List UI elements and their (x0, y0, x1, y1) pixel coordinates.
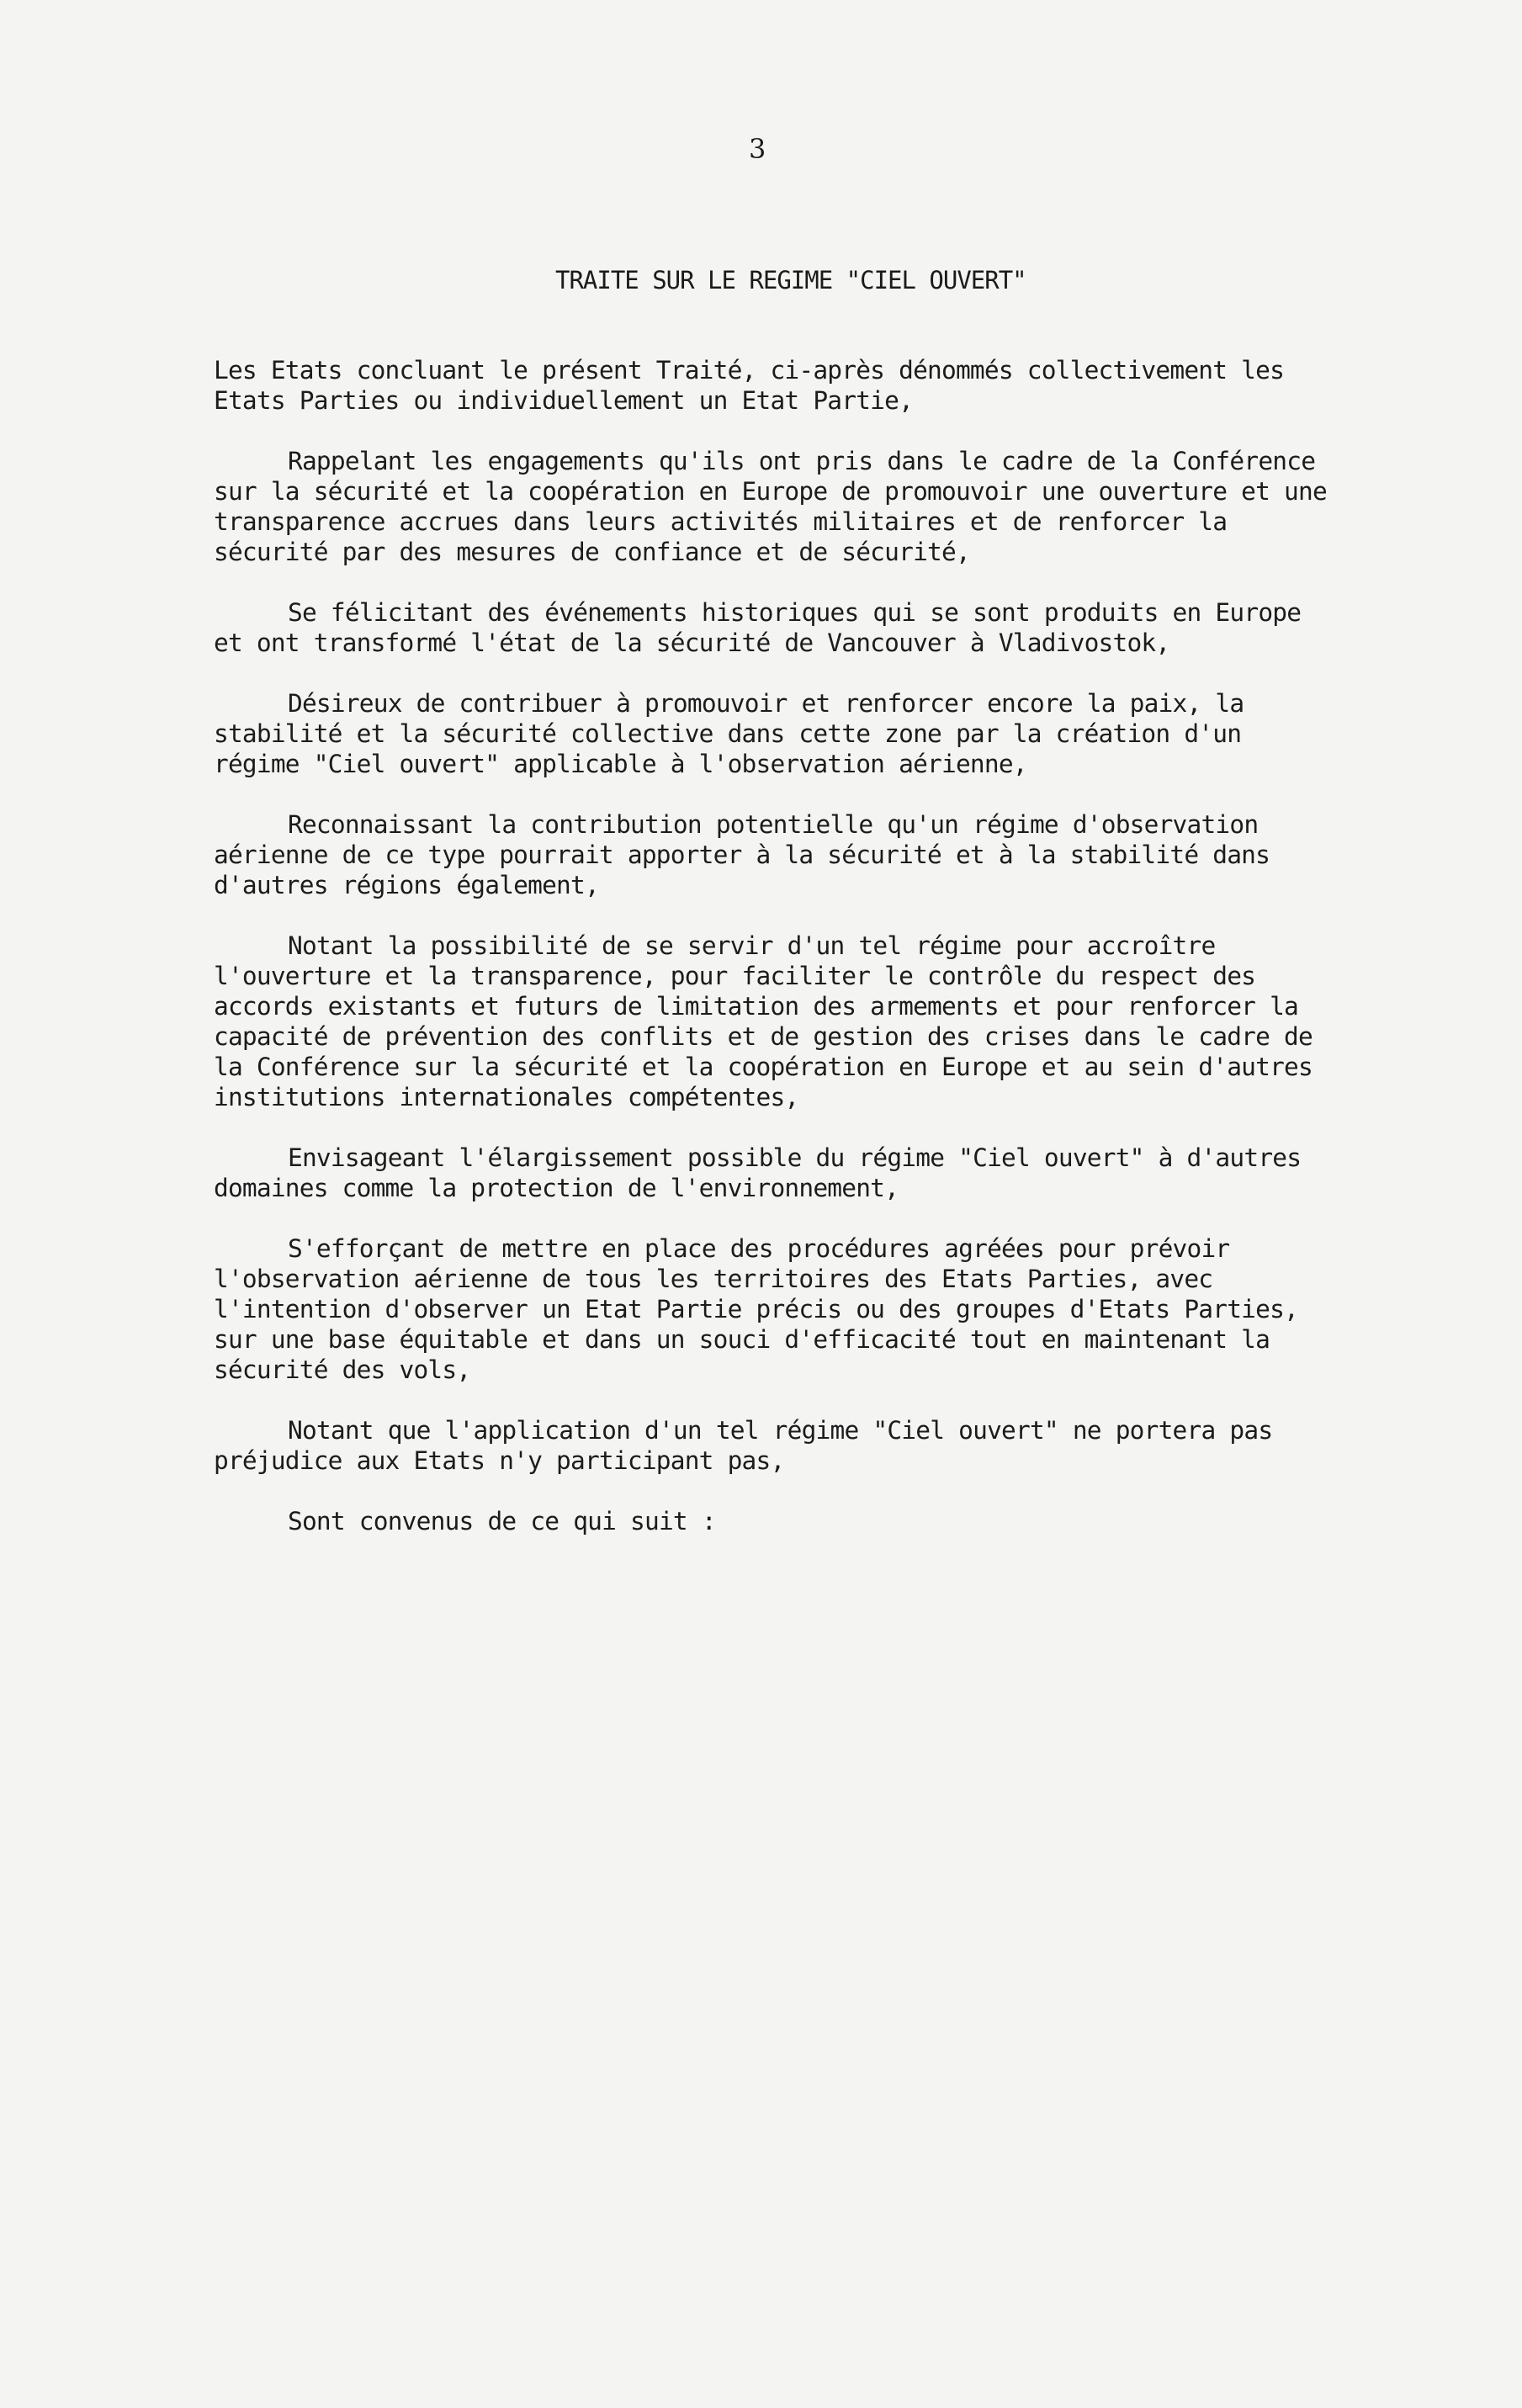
text-line: Sont convenus de ce qui suit : (288, 1507, 716, 1535)
text-line: la Conférence sur la sécurité et la coopération en Europe et au sein d'autres (214, 1053, 1313, 1081)
paragraph-notant-application (214, 1415, 1392, 1476)
text-line: sur une base équitable et dans un souci d'efficacité tout en maintenant la (214, 1325, 1270, 1354)
text-line: Les Etats concluant le présent Traité, ci-après dénommés collectivement les (214, 356, 1285, 385)
text-line: Notant que l'application d'un tel régime "Ciel ouvert" ne portera pas (288, 1416, 1273, 1445)
page-number: 3 (749, 133, 766, 165)
text-line: transparence accrues dans leurs activités militaires et de renforcer la (214, 507, 1228, 536)
text-line: Envisageant l'élargissement possible du régime "Ciel ouvert" à d'autres (288, 1143, 1302, 1172)
text-line: stabilité et la sécurité collective dans cette zone par la création d'un (214, 719, 1242, 748)
paragraph-envisageant (214, 1143, 1392, 1203)
text-line: Notant la possibilité de se servir d'un tel régime pour accroître (288, 931, 1216, 960)
text-line: régime "Ciel ouvert" applicable à l'observation aérienne, (214, 750, 1027, 778)
text-line: et ont transformé l'état de la sécurité de Vancouver à Vladivostok, (214, 629, 1170, 657)
text-line: aérienne de ce type pourrait apporter à la sécurité et à la stabilité dans (214, 841, 1270, 869)
text-line: institutions internationales compétentes, (214, 1083, 799, 1111)
text-line: sur la sécurité et la coopération en Europe de promouvoir une ouverture et une (214, 477, 1327, 506)
text-line: Reconnaissant la contribution potentielle qu'un régime d'observation (288, 810, 1259, 839)
text-line: d'autres régions également, (214, 871, 599, 899)
text-line: l'intention d'observer un Etat Partie précis ou des groupes d'Etats Parties, (214, 1295, 1298, 1323)
paragraph-sont-convenus (214, 1506, 1392, 1536)
text-line: Etats Parties ou individuellement un Etat Partie, (214, 386, 914, 415)
text-line: Désireux de contribuer à promouvoir et renforcer encore la paix, la (288, 689, 1244, 718)
paragraph-reconnaissant (214, 809, 1392, 900)
text-line: Se félicitant des événements historiques qui se sont produits en Europe (288, 598, 1302, 627)
text-line: l'ouverture et la transparence, pour faciliter le contrôle du respect des (214, 962, 1256, 990)
paragraph-notant-possibilite (214, 931, 1392, 1112)
text-line: accords existants et futurs de limitation des armements et pour renforcer la (214, 992, 1298, 1021)
paragraph-s-efforcant (214, 1233, 1392, 1385)
document-title: TRAITE SUR LE REGIME "CIEL OUVERT" (555, 266, 1026, 294)
text-line: capacité de prévention des conflits et de gestion des crises dans le cadre de (214, 1022, 1313, 1051)
paragraph-preamble (214, 355, 1392, 416)
text-line: l'observation aérienne de tous les territoires des Etats Parties, avec (214, 1265, 1213, 1293)
text-line: S'efforçant de mettre en place des procédures agréées pour prévoir (288, 1234, 1230, 1263)
paragraph-rappelant (214, 446, 1392, 567)
paragraph-desireux (214, 688, 1392, 779)
text-line: sécurité par des mesures de confiance et de sécurité, (214, 538, 970, 566)
text-line: préjudice aux Etats n'y participant pas, (214, 1446, 785, 1475)
text-line: sécurité des vols, (214, 1355, 471, 1384)
paragraph-se-felicitant (214, 597, 1392, 658)
text-line: domaines comme la protection de l'environnement, (214, 1174, 899, 1202)
text-line: Rappelant les engagements qu'ils ont pris dans le cadre de la Conférence (288, 447, 1316, 475)
